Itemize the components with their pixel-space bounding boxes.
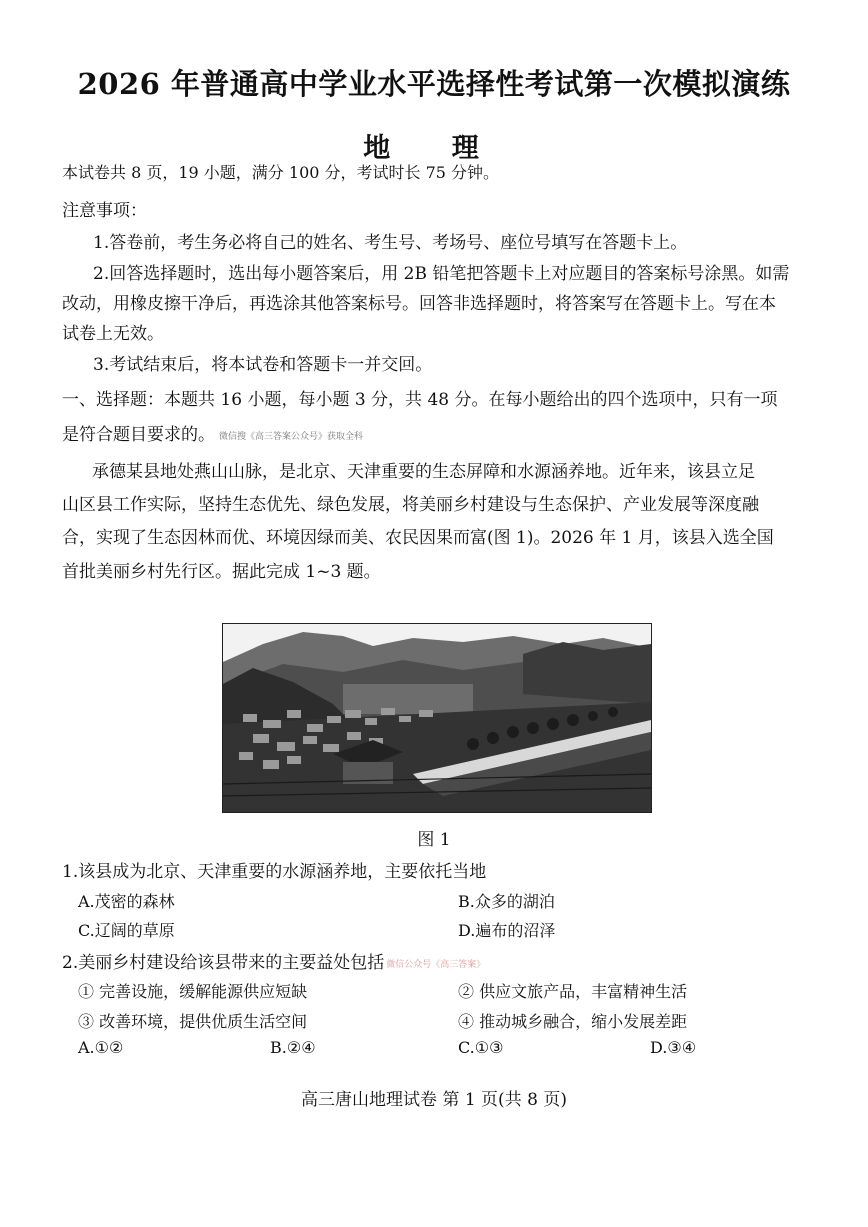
watermark-text: 微信搜《高三答案公众号》获取全科 xyxy=(219,432,364,442)
question-1-option-b: B.众多的湖泊 xyxy=(458,892,555,911)
note-item-2-line-1: 2.回答选择题时，选出每小题答案后，用 2B 铅笔把答题卡上对应题目的答案标号涂黑。如需 xyxy=(93,264,790,284)
section-1-instruction-text: 是符合题目要求的。 xyxy=(62,425,215,445)
note-item-1: 1.答卷前，考生务必将自己的姓名、考生号、考场号、座位号填写在答题卡上。 xyxy=(93,233,688,253)
notes-heading: 注意事项： xyxy=(62,201,147,221)
question-1-option-d: D.遍布的沼泽 xyxy=(458,921,556,940)
question-2-statement-4: ④ 推动城乡融合，缩小发展差距 xyxy=(458,1012,688,1031)
question-2-stem-line xyxy=(62,948,485,973)
passage-line-4: 首批美丽乡村先行区。据此完成 1~3 题。 xyxy=(62,562,381,582)
note-item-3: 3.考试结束后，将本试卷和答题卡一并交回。 xyxy=(93,355,433,375)
page-footer: 高三唐山地理试卷 第 1 页(共 8 页) xyxy=(301,1090,567,1110)
question-1-stem: 1.该县成为北京、天津重要的水源涵养地，主要依托当地 xyxy=(62,862,487,882)
section-1-instruction-line-2 xyxy=(62,420,363,445)
note-item-2-line-3: 试卷上无效。 xyxy=(62,324,164,344)
section-1-instruction-line-1: 一、选择题：本题共 16 小题，每小题 3 分，共 48 分。在每小题给出的四个选项中，只有一项 xyxy=(62,390,778,410)
figure-1-caption: 图 1 xyxy=(417,830,451,850)
passage-line-3: 合，实现了生态因林而优、环境因绿而美、农民因果而富(图 1)。2026 年 1 月，该县入选全国 xyxy=(62,528,774,548)
subject-title: 地 理 xyxy=(363,133,505,164)
passage-line-1: 承德某县地处燕山山脉，是北京、天津重要的生态屏障和水源涵养地。近年来，该县立足 xyxy=(92,462,755,482)
figure-1-village-photo xyxy=(222,623,652,813)
question-2-stem: 2.美丽乡村建设给该县带来的主要益处包括 xyxy=(62,953,385,973)
question-2-statement-3: ③ 改善环境，提供优质生活空间 xyxy=(78,1012,308,1031)
exam-title: 2026 年普通高中学业水平选择性考试第一次模拟演练 xyxy=(77,67,791,101)
question-2-option-c: C.①③ xyxy=(458,1038,504,1057)
question-1-option-c: C.辽阔的草原 xyxy=(78,921,175,940)
question-2-statement-2: ② 供应文旅产品，丰富精神生活 xyxy=(458,982,688,1001)
question-2-option-d: D.③④ xyxy=(650,1038,697,1057)
question-2-option-a: A.①② xyxy=(78,1038,124,1057)
passage-line-2: 山区县工作实际，坚持生态优先、绿色发展，将美丽乡村建设与生态保护、产业发展等深度融 xyxy=(62,495,759,515)
question-1-option-a: A.茂密的森林 xyxy=(78,892,175,911)
watermark-text-red: 微信公众号《高三答案》 xyxy=(386,960,486,970)
exam-info: 本试卷共 8 页，19 小题，满分 100 分，考试时长 75 分钟。 xyxy=(62,163,500,182)
question-2-option-b: B.②④ xyxy=(270,1038,316,1057)
note-item-2-line-2: 改动，用橡皮擦干净后，再选涂其他答案标号。回答非选择题时，将答案写在答题卡上。写在本 xyxy=(62,294,776,314)
question-2-statement-1: ① 完善设施，缓解能源供应短缺 xyxy=(78,982,308,1001)
